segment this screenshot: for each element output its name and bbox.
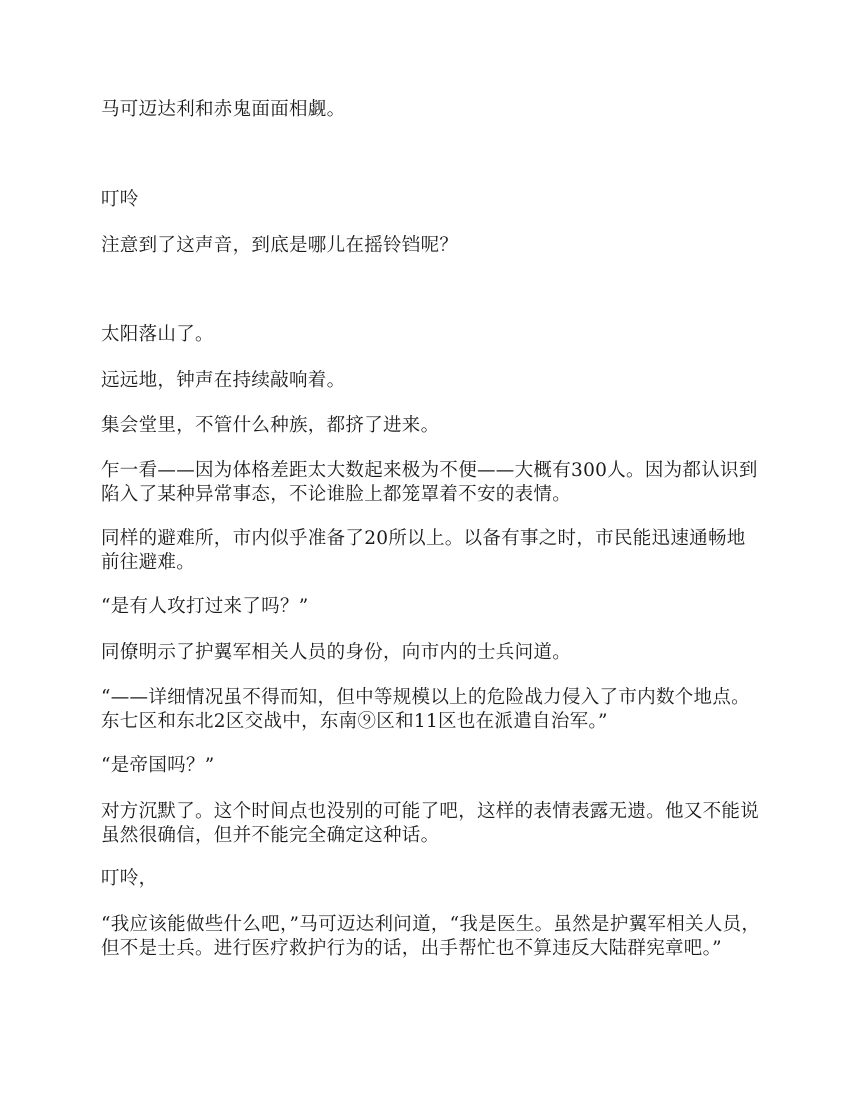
paragraph-3: 注意到了这声音，到底是哪儿在摇铃铛呢？ <box>101 235 459 256</box>
paragraph-9: “是有人攻打过来了吗？” <box>101 596 309 617</box>
paragraph-2: 叮呤 <box>101 189 139 210</box>
paragraph-5: 远远地，钟声在持续敲响着。 <box>101 370 346 391</box>
paragraph-11: “——详细情况虽不得而知，但中等规模以上的危险战力侵入了市内数个地点。东七区和东北2区交战中，东南⑨区和11区也在派遣自治军。” <box>101 687 750 732</box>
paragraph-15: “我应该能做些什么吧，”马可迈达利问道，“我是医生。虽然是护翼军相关人员，但不是士兵。进行医疗救护行为的话，出手帮忙也不算违反大陆群宪章吧。” <box>101 914 761 959</box>
paragraph-4: 太阳落山了。 <box>101 324 214 345</box>
paragraph-6: 集会堂里，不管什么种族，都挤了进来。 <box>101 415 440 436</box>
paragraph-12: “是帝国吗？” <box>101 755 215 776</box>
paragraph-8: 同样的避难所，市内似乎准备了20所以上。以备有事之时，市民能迅速通畅地前往避难。 <box>101 528 746 573</box>
paragraph-14: 叮呤， <box>101 868 158 889</box>
paragraph-1: 马可迈达利和赤鬼面面相觑。 <box>101 99 346 120</box>
paragraph-7: 乍一看——因为体格差距太大数起来极为不便——大概有300人。因为都认识到陷入了某种异常事态，不论谁脸上都笼罩着不安的表情。 <box>101 460 758 505</box>
paragraph-13: 对方沉默了。这个时间点也没别的可能了吧，这样的表情表露无遗。他又不能说虽然很确信，但并不能完全确定这种话。 <box>101 801 760 846</box>
paragraph-10: 同僚明示了护翼军相关人员的身份，向市内的士兵问道。 <box>101 642 572 663</box>
